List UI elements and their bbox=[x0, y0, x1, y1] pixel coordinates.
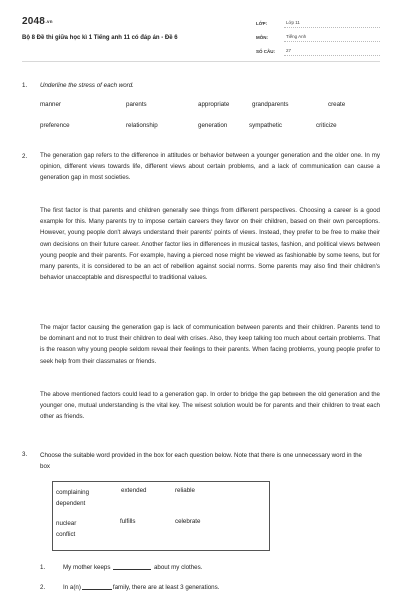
meta-row-count bbox=[256, 44, 380, 58]
exam-title: Bộ 8 Đề thi giữa học kì 1 Tiếng anh 11 có đáp án - Đề 6 bbox=[22, 35, 178, 41]
sentence-text: My mother keeps bbox=[63, 564, 111, 571]
sentence-text: In a(n) bbox=[63, 584, 81, 591]
meta-label: SỐ CÂU: bbox=[256, 48, 275, 54]
word-item: appropriate bbox=[198, 101, 230, 108]
meta-row-class bbox=[256, 16, 380, 30]
word-item: manner bbox=[40, 101, 61, 108]
site-logo[interactable] bbox=[22, 16, 53, 27]
meta-label: MÔN: bbox=[256, 34, 268, 40]
fill-blank-sentence bbox=[63, 584, 219, 591]
logo-text: 2048 bbox=[22, 16, 46, 27]
meta-value: Tiếng Anh bbox=[284, 33, 380, 42]
box-word: nuclear conflict bbox=[56, 520, 77, 538]
reading-paragraph: The above mentioned factors could lead to a generation gap. In order to bridge the gap between the old generation and the younger one, mutual understanding is the vital key. The wisest solution would be for parents and their children to treat each other as friends. bbox=[40, 391, 380, 421]
word-item: relationship bbox=[126, 122, 158, 129]
word-item: grandparents bbox=[252, 101, 289, 108]
word-item: create bbox=[328, 101, 346, 108]
word-item: criticize bbox=[316, 122, 337, 129]
sentence-text: family, there are at least 3 generations. bbox=[112, 584, 220, 591]
reading-paragraph: The major factor causing the generation gap is lack of communication between parents and their children. Parents tend to be dominant and not to trust their children to deal with crises. Also, they keep talking too much about certain problems. That is the reason why young people seldom reveal their feelings to their parents. When facing problems, young people prefer to seek help from their classmates or friends. bbox=[40, 324, 380, 365]
answer-blank[interactable] bbox=[82, 584, 112, 590]
word-box bbox=[52, 481, 270, 551]
question-instruction: Underline the stress of each word. bbox=[40, 82, 134, 89]
word-item: parents bbox=[126, 101, 147, 108]
reading-paragraph: The generation gap refers to the difference in attitudes or behavior between a younger generation and the older one. In my opinion, different views towards life, different views about certain problems, and a lack of communication can cause a generation gap in most societies. bbox=[40, 152, 380, 182]
box-word: reliable bbox=[175, 487, 195, 494]
question-number: 3. bbox=[22, 451, 28, 458]
answer-blank[interactable] bbox=[113, 564, 151, 570]
box-word: celebrate bbox=[175, 518, 201, 525]
meta-row-subject bbox=[256, 30, 380, 44]
meta-label: LỚP: bbox=[256, 20, 268, 26]
box-word: fulfills bbox=[120, 518, 136, 525]
question-instruction: Choose the suitable word provided in the box for each question below. Note that there is one unnecessary word in the box bbox=[40, 452, 362, 471]
page-header bbox=[22, 14, 380, 62]
word-item: sympathetic bbox=[249, 122, 283, 129]
box-word: extended bbox=[121, 487, 147, 494]
fill-blank-sentence bbox=[63, 564, 202, 571]
meta-value: Lớp 11 bbox=[284, 19, 380, 28]
sentence-text: about my clothes. bbox=[153, 564, 203, 571]
sentence-number: 1. bbox=[40, 564, 46, 571]
question-number: 2. bbox=[22, 153, 28, 160]
word-item: generation bbox=[198, 122, 228, 129]
logo-suffix: .vn bbox=[45, 19, 53, 24]
word-item: preference bbox=[40, 122, 70, 129]
reading-paragraph: The first factor is that parents and children generally see things from different perspectives. Choosing a career is a good example for this. Many parents try to impose certain careers they favor on their children, based on their own perceptions. However, young people don't always understand their parents' points of views. Instead, they prefer to be free to make their own decisions on their future career. Another factor lies in differences in musical tastes, fashion, and political views between young people and their parents. For example, having a pierced nose might be viewed as fashionable by some teens, but for many parents, it is considered to be an act of rebellion against social norms. Some parents may also find their children's behavior unacceptable and disrespectful to traditional values. bbox=[40, 207, 380, 282]
exam-meta bbox=[256, 16, 380, 58]
meta-value: 27 bbox=[284, 47, 380, 56]
box-word: complaining dependent bbox=[56, 489, 90, 507]
sentence-number: 2. bbox=[40, 584, 46, 591]
question-number: 1. bbox=[22, 82, 28, 89]
